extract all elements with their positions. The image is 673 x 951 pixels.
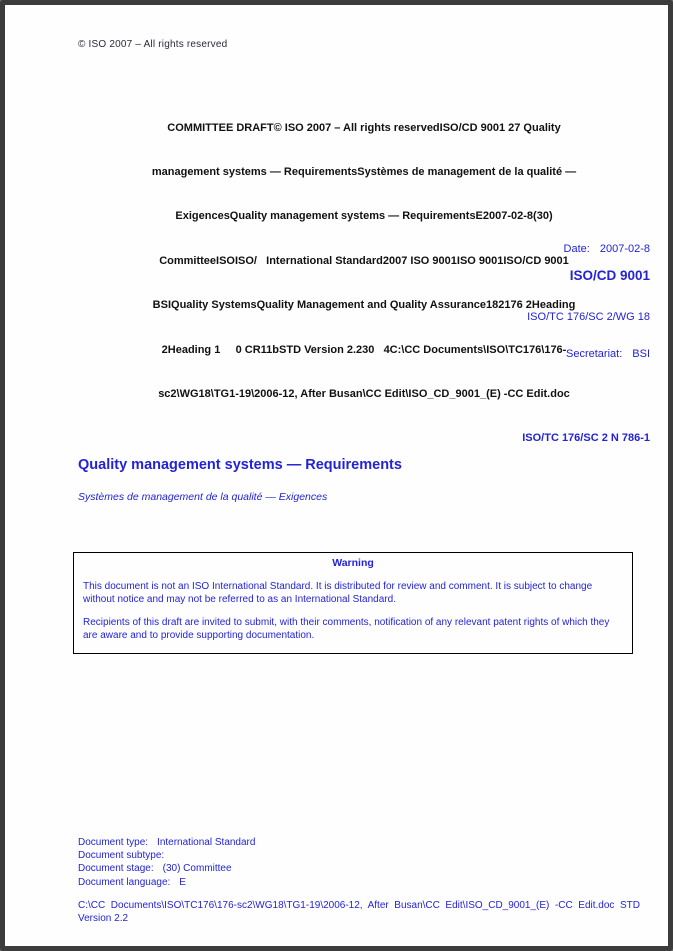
document-title-english: Quality management systems — Requirements xyxy=(78,457,402,473)
draft-header-line-1: COMMITTEE DRAFT© ISO 2007 – All rights reservedISO/CD 9001 27 Quality xyxy=(167,121,561,134)
document-subtype-row xyxy=(78,849,255,862)
file-path-footer: C:\CC Documents\ISO\TC176\176-sc2\WG18\TG1-19\2006-12, After Busan\CC Edit\ISO_CD_9001_(E) -CC Edit.doc STD Version 2.2 xyxy=(78,900,640,924)
warning-paragraph-2: Recipients of this draft are invited to submit, with their comments, notification of any relevant patent rights of which they are aware and to provide supporting documentation. xyxy=(83,617,610,641)
warning-paragraph-1: This document is not an ISO International Standard. It is distributed for review and comment. It is subject to change without notice and may not be referred to as an International Standard. xyxy=(83,581,593,605)
date-label: Date: xyxy=(563,243,590,255)
draft-header-line-3: ExigencesQuality management systems — RequirementsE2007-02-8(30) xyxy=(175,210,553,223)
draft-header-line-7: sc2\WG18\TG1-19\2006-12, After Busan\CC Edit\ISO_CD_9001_(E) -CC Edit.doc xyxy=(158,387,570,400)
secretariat-value: BSI xyxy=(632,348,650,360)
document-subtype-label: Document subtype: xyxy=(78,850,165,862)
document-stage-value: (30) Committee xyxy=(162,863,232,875)
document-language-value: E xyxy=(179,876,186,888)
date-line xyxy=(551,231,650,267)
document-type-label: Document type: xyxy=(78,837,149,848)
warning-heading: Warning xyxy=(332,557,374,569)
document-language-label: Document language: xyxy=(78,876,171,888)
draft-header-block xyxy=(78,91,650,476)
draft-header-line-6: 2Heading 1 0 CR11bSTD Version 2.230 4C:\CC Documents\ISO\TC176\176- xyxy=(161,343,567,356)
document-title-french: Systèmes de management de la qualité — Exigences xyxy=(78,491,328,503)
draft-header-line-5: BSIQuality SystemsQuality Management and Quality Assurance182176 2Heading xyxy=(152,299,576,312)
date-value: 2007-02-8 xyxy=(599,243,650,255)
draft-header-line-2: management systems — RequirementsSystèmes de management de la qualité — xyxy=(151,165,577,178)
warning-box xyxy=(73,552,633,654)
committee-working-group: ISO/TC 176/SC 2/WG 18 xyxy=(527,311,650,323)
copyright-notice: © ISO 2007 – All rights reserved xyxy=(78,39,228,50)
draft-header-line-4: CommitteeISOISO/ International Standard2007 ISO 9001ISO 9001ISO/CD 9001 xyxy=(159,254,569,267)
committee-reference-number: ISO/TC 176/SC 2 N 786-1 xyxy=(522,432,650,445)
secretariat-label: Secretariat: xyxy=(566,348,623,360)
document-stage-row xyxy=(78,862,255,875)
document-type-value: International Standard xyxy=(157,837,256,848)
secretariat-line xyxy=(554,336,650,372)
document-info-block xyxy=(78,836,255,889)
document-language-row xyxy=(78,876,255,889)
document-stage-label: Document stage: xyxy=(78,863,154,875)
document-type-row xyxy=(78,836,255,849)
document-code: ISO/CD 9001 xyxy=(569,268,650,283)
